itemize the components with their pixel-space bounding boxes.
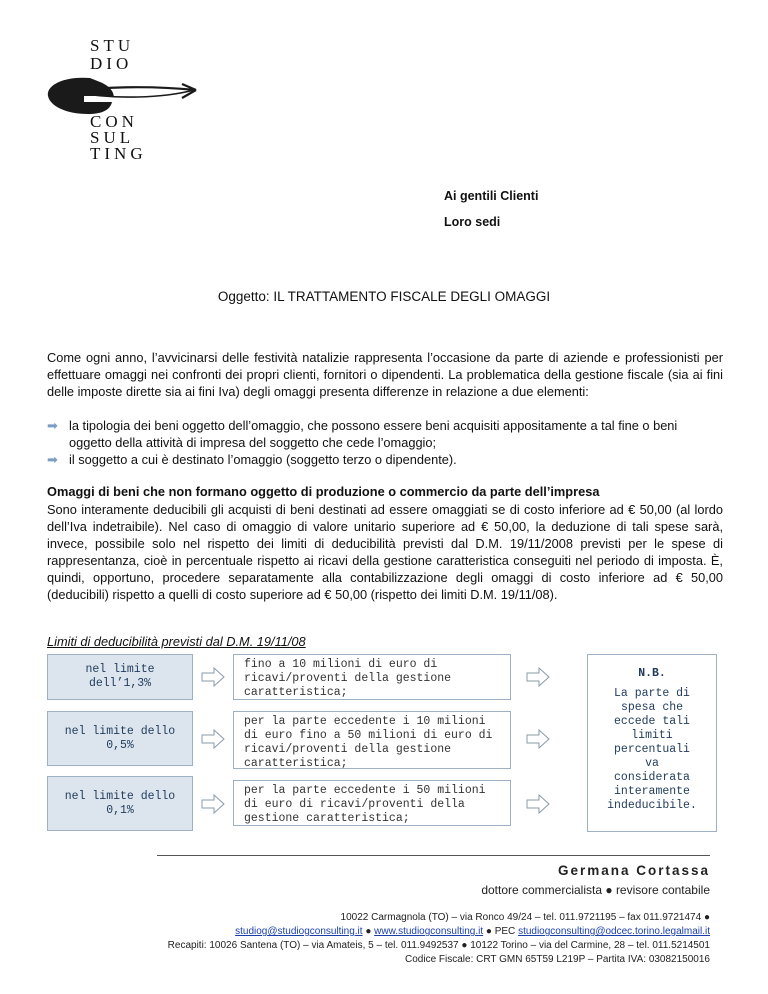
logo-text-line: DIO — [90, 54, 133, 73]
footer-fiscal-code: Codice Fiscale: CRT GMN 65T59 L219P – Partita IVA: 03082150016 — [405, 954, 710, 965]
limit-description: per la parte eccedente i 10 milioni di euro fino a 50 milioni di euro di ricavi/proventi della gestione caratteristica; — [233, 711, 511, 769]
logo-text-line: TING — [90, 144, 147, 163]
limit-box-0-1 — [47, 776, 193, 831]
limit-label: nel limite dello 0,5% — [64, 724, 176, 752]
arrow-right-icon — [526, 794, 550, 814]
arrow-right-icon — [526, 667, 550, 687]
addressee-line-1: Ai gentili Clienti — [444, 189, 539, 203]
section-paragraph: Sono interamente deducibili gli acquisti di beni destinati ad essere omaggiati se di costo inferiore ad € 50,00 (al lordo dell’Iva indetraibile). Nel caso di omaggio di valore unitario superiore ad € 50,00, la deduzione di tali spese sarà, invece, possibile solo nel rispetto dei limiti di deducibilità previsti dal D.M. 19/11/2008 previsti per le spese di rappresentanza, cioè in percentuale rispetto ai ricavi della gestione caratteristica conseguiti nel periodo di imposta. È, quindi, opportuno, procedere separatamente alla contabilizzazione degli omaggi di costo inferiore ad € 50,00 (deducibili) rispetto a quelli di costo superiore ad € 50,00 (rispetto dei limiti D.M. 19/11/08). — [47, 502, 723, 602]
bullet-text: la tipologia dei beni oggetto dell’omaggio, che possono essere beni acquisiti appositamente a tal fine o beni oggetto della attività di impresa del soggetto che cede l’omaggio; — [69, 418, 678, 450]
arrow-right-icon — [201, 729, 225, 749]
studio-g-logo — [44, 34, 204, 174]
limit-description: per la parte eccedente i 50 milioni di euro di ricavi/proventi della gestione caratteristica; — [233, 780, 511, 826]
footer-recapiti-line: Recapiti: 10026 Santena (TO) – via Amateis, 5 – tel. 011.9492537 ● 10122 Torino – via del Carmine, 28 – tel. 011.5214501 — [167, 940, 710, 951]
pec-label: ● PEC — [483, 926, 519, 937]
intro-paragraph: Come ogni anno, l’avvicinarsi delle festività natalizie rappresenta l’occasione da parte di aziende e professionisti per effettuare omaggi nei confronti dei propri clienti, fornitori o dipendenti. La problematica della gestione fiscale (sia ai fini delle imposte dirette sia ai fini Iva) degli omaggi presenta differenze in relazione a due elementi: — [47, 350, 723, 399]
footer-divider — [157, 855, 710, 856]
arrow-right-icon — [526, 729, 550, 749]
bullet-item — [47, 451, 723, 468]
limit-box-0-5 — [47, 711, 193, 766]
nb-text: La parte di spesa che eccede tali limiti percentuali va considerata interamente indeducibile. — [607, 687, 697, 812]
addressee-line-2: Loro sedi — [444, 215, 501, 229]
signature-role: dottore commercialista ● revisore contabile — [481, 883, 710, 897]
arrow-right-icon — [201, 667, 225, 687]
pec-email-link[interactable]: studiogconsulting@odcec.torino.legalmail.it — [518, 926, 710, 937]
nb-title: N.B. — [638, 667, 666, 680]
section-heading: Omaggi di beni che non formano oggetto di produzione o commercio da parte dell’impresa — [47, 484, 600, 499]
limit-description: fino a 10 milioni di euro di ricavi/proventi della gestione caratteristica; — [233, 654, 511, 700]
logo-text-line: STU — [90, 36, 135, 55]
signature-name: Germana Cortassa — [557, 863, 710, 878]
logo-text-line: CON — [90, 112, 138, 131]
arrow-right-icon: ➡ — [47, 418, 58, 433]
footer-contacts-line — [235, 926, 710, 938]
bullet-text: il soggetto a cui è destinato l’omaggio (soggetto terzo o dipendente). — [69, 452, 457, 467]
footer-address-line: 10022 Carmagnola (TO) – via Ronco 49/24 – tel. 011.9721195 – fax 011.9721474 ● — [340, 912, 710, 923]
arrow-right-icon: ➡ — [47, 452, 58, 467]
footer-separator: ● — [362, 926, 375, 937]
nb-note-box — [587, 654, 717, 832]
limits-heading: Limiti di deducibilità previsti dal D.M. 19/11/08 — [47, 634, 306, 649]
limit-label: nel limite dell’1,3% — [85, 663, 155, 690]
limit-box-1-3 — [47, 654, 193, 700]
arrow-right-icon — [201, 794, 225, 814]
limit-label: nel limite dello 0,1% — [64, 789, 176, 817]
website-link[interactable]: www.studiogconsulting.it — [374, 926, 484, 937]
logo-text-line: SUL — [90, 128, 135, 147]
bullet-item — [47, 417, 723, 451]
subject-line: Oggetto: IL TRATTAMENTO FISCALE DEGLI OMAGGI — [217, 289, 551, 304]
email-link[interactable]: studiog@studiogconsulting.it — [235, 926, 363, 937]
